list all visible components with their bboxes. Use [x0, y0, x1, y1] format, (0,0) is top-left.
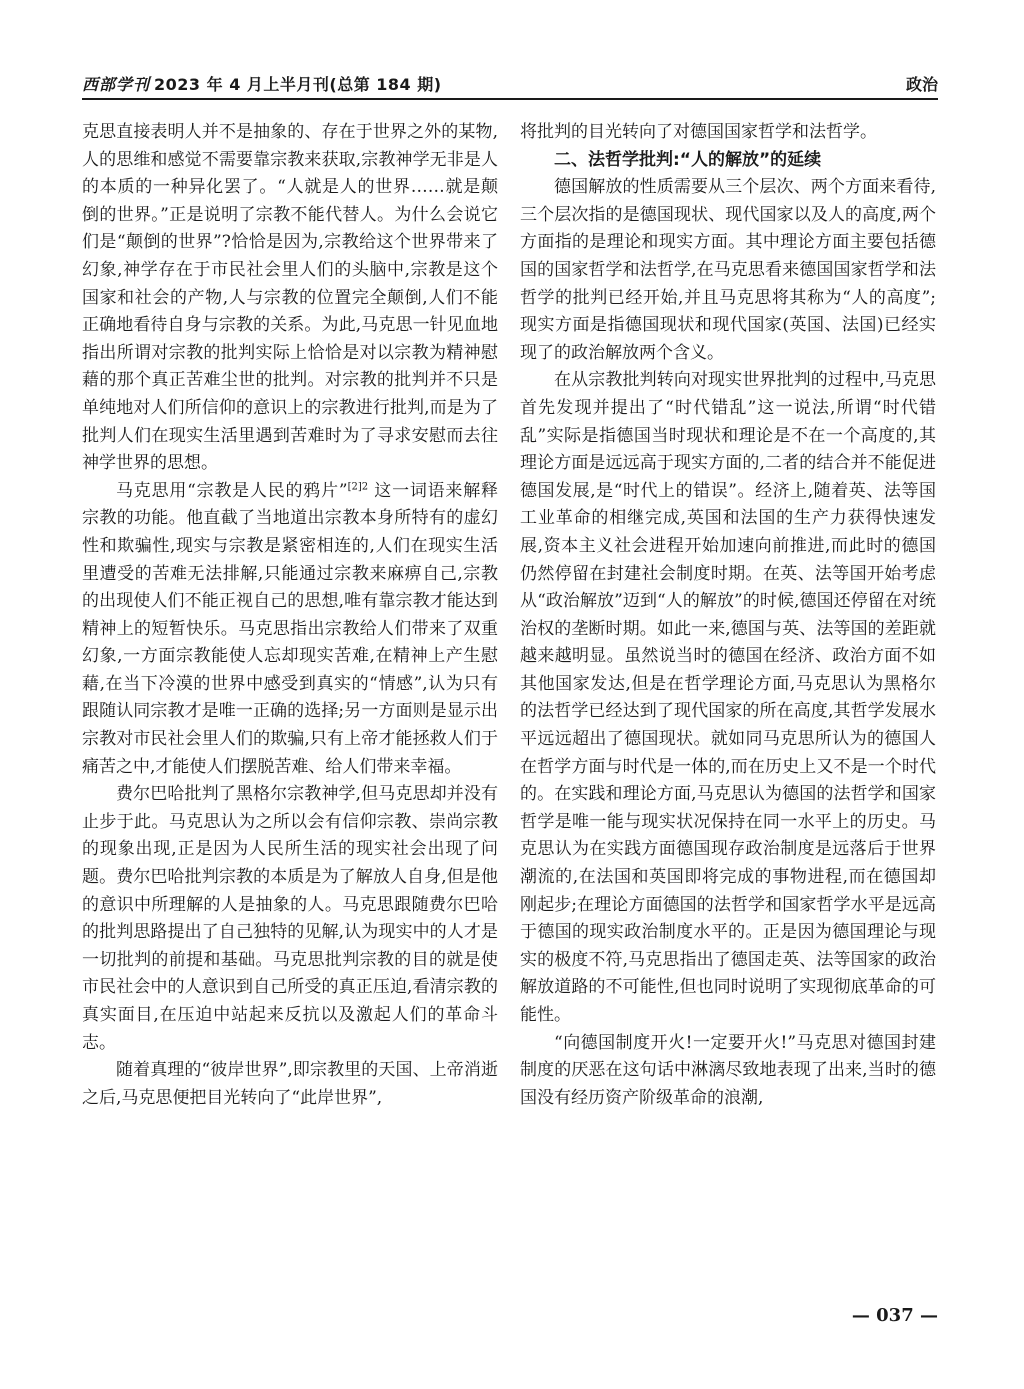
right-paragraph-2: 在从宗教批判转向对现实世界批判的过程中,马克思首先发现并提出了“时代错乱”这一说法,所谓“时代错乱”实际是指德国当时现状和理论是不在一个高度的,其理论方面是远远高于现实方面的,二者的结合并不能促进德国发展,是“时代上的错误”。经济上,随着英、法等国工业革命的相继完成,英国和法国的生产力获得快速发展,资本主义社会进程开始加速向前推进,而此时的德国仍然停留在封建社会制度时期。在英、法等国开始考虑从“政治解放”迈到“人的解放”的时候,德国还停留在对统治权的垄断时期。如此一来,德国与英、法等国的差距就越来越明显。虽然说当时的德国在经济、政治方面不如其他国家发达,但是在哲学理论方面,马克思认为黑格尔的法哲学已经达到了现代国家的所在高度,其哲学发展水平远远超出了德国现状。就如同马克思所认为的德国人在哲学方面与时代是一体的,而在历史上又不是一个时代的。在实践和理论方面,马克思认为德国的法哲学和国家哲学是唯一能与现实状况保持在同一水平上的历史。马克思认为在实践方面德国现存政治制度是远落后于世界潮流的,在法国和英国即将完成的事物进程,而在德国却刚起步;在理论方面德国的法哲学和国家哲学水平是远高于德国的现实政治制度水平的。正是因为德国理论与现实的极度不符,马克思指出了德国走英、法等国家的政治解放道路的不可能性,但也同时说明了实现彻底革命的可能性。	[520, 370, 936, 1025]
left-paragraph-3: 费尔巴哈批判了黑格尔宗教神学,但马克思却并没有止步于此。马克思认为之所以会有信仰宗教、崇尚宗教的现象出现,正是因为人民所生活的现实社会出现了问题。费尔巴哈批判宗教的本质是为了解放人自身,但是他的意识中所理解的人是抽象的人。马克思跟随费尔巴哈的批判思路提出了自己独特的见解,认为现实中的人才是一切批判的前提和基础。马克思批判宗教的目的就是使市民社会中的人意识到自己所受的真正压迫,看清宗教的真实面目,在压迫中站起来反抗以及激起人们的革命斗志。	[82, 784, 498, 1053]
left-column	[82, 119, 498, 1229]
left-paragraph-2	[82, 478, 498, 782]
journal-logo: 西部学刊	[82, 75, 151, 94]
left-paragraph-1: 克思直接表明人并不是抽象的、存在于世界之外的某物,人的思维和感觉不需要靠宗教来获取,宗教神学无非是人的本质的一种异化罢了。“人就是人的世界……就是颠倒的世界。”正是说明了宗教不能代替人。为什么会说它们是“颠倒的世界”?恰恰是因为,宗教给这个世界带来了幻象,神学存在于市民社会里人们的头脑中,宗教是这个国家和社会的产物,人与宗教的位置完全颠倒,人们不能正确地看待自身与宗教的关系。为此,马克思一针见血地指出所谓对宗教的批判实际上恰恰是对以宗教为精神慰藉的那个真正苦难尘世的批判。对宗教的批判并不只是单纯地对人们所信仰的意识上的宗教进行批判,而是为了批判人们在现实生活里遇到苦难时为了寻求安慰而去往神学世界的思想。	[82, 122, 498, 474]
citation-ref: [2]2	[347, 481, 369, 493]
right-paragraph-3: “向德国制度开火!一定要开火!”马克思对德国封建制度的厌恶在这句话中淋漓尽致地表现了出来,当时的德国没有经历资产阶级革命的浪潮,	[520, 1032, 936, 1108]
right-paragraph-0: 将批判的目光转向了对德国国家哲学和法哲学。	[520, 122, 877, 142]
header-rule	[82, 98, 938, 100]
running-header	[82, 70, 938, 100]
right-column	[520, 119, 936, 1229]
page-number: — 037 —	[851, 1305, 938, 1326]
left-paragraph-2-start: 马克思用“宗教是人民的鸦片”	[116, 480, 348, 501]
left-paragraph-4: 随着真理的“彼岸世界”,即宗教里的天国、上帝消逝之后,马克思便把目光转向了“此岸世界”,	[82, 1060, 498, 1108]
section-heading: 二、法哲学批判:“人的解放”的延续	[554, 149, 822, 170]
left-paragraph-2-rest: 这一词语来解释宗教的功能。他直截了当地道出宗教本身所特有的虚幻性和欺骗性,现实与宗教是紧密相连的,人们在现实生活里遭受的苦难无法排解,只能通过宗教来麻痹自己,宗教的出现使人们不能正视自己的思想,唯有靠宗教才能达到精神上的短暂快乐。马克思指出宗教给人们带来了双重幻象,一方面宗教能使人忘却现实苦难,在精神上产生慰藉,在当下冷漠的世界中感受到真实的“情感”,认为只有跟随认同宗教才是唯一正确的选择;另一方面则是显示出宗教对市民社会里人们的欺骗,只有上帝才能拯救人们于痛苦之中,才能使人们摆脱苦难、给人们带来幸福。	[82, 480, 498, 777]
section-label: 政治	[905, 75, 938, 94]
issue-label: 2023 年 4 月上半月刊(总第 184 期)	[154, 75, 442, 94]
journal-issue-line	[82, 72, 442, 95]
right-paragraph-1: 德国解放的性质需要从三个层次、两个方面来看待,三个层次指的是德国现状、现代国家以及人的高度,两个方面指的是理论和现实方面。其中理论方面主要包括德国的国家哲学和法哲学,在马克思看来德国国家哲学和法哲学的批判已经开始,并且马克思将其称为“人的高度”;现实方面是指德国现状和现代国家(英国、法国)已经实现了的政治解放两个含义。	[520, 177, 936, 363]
